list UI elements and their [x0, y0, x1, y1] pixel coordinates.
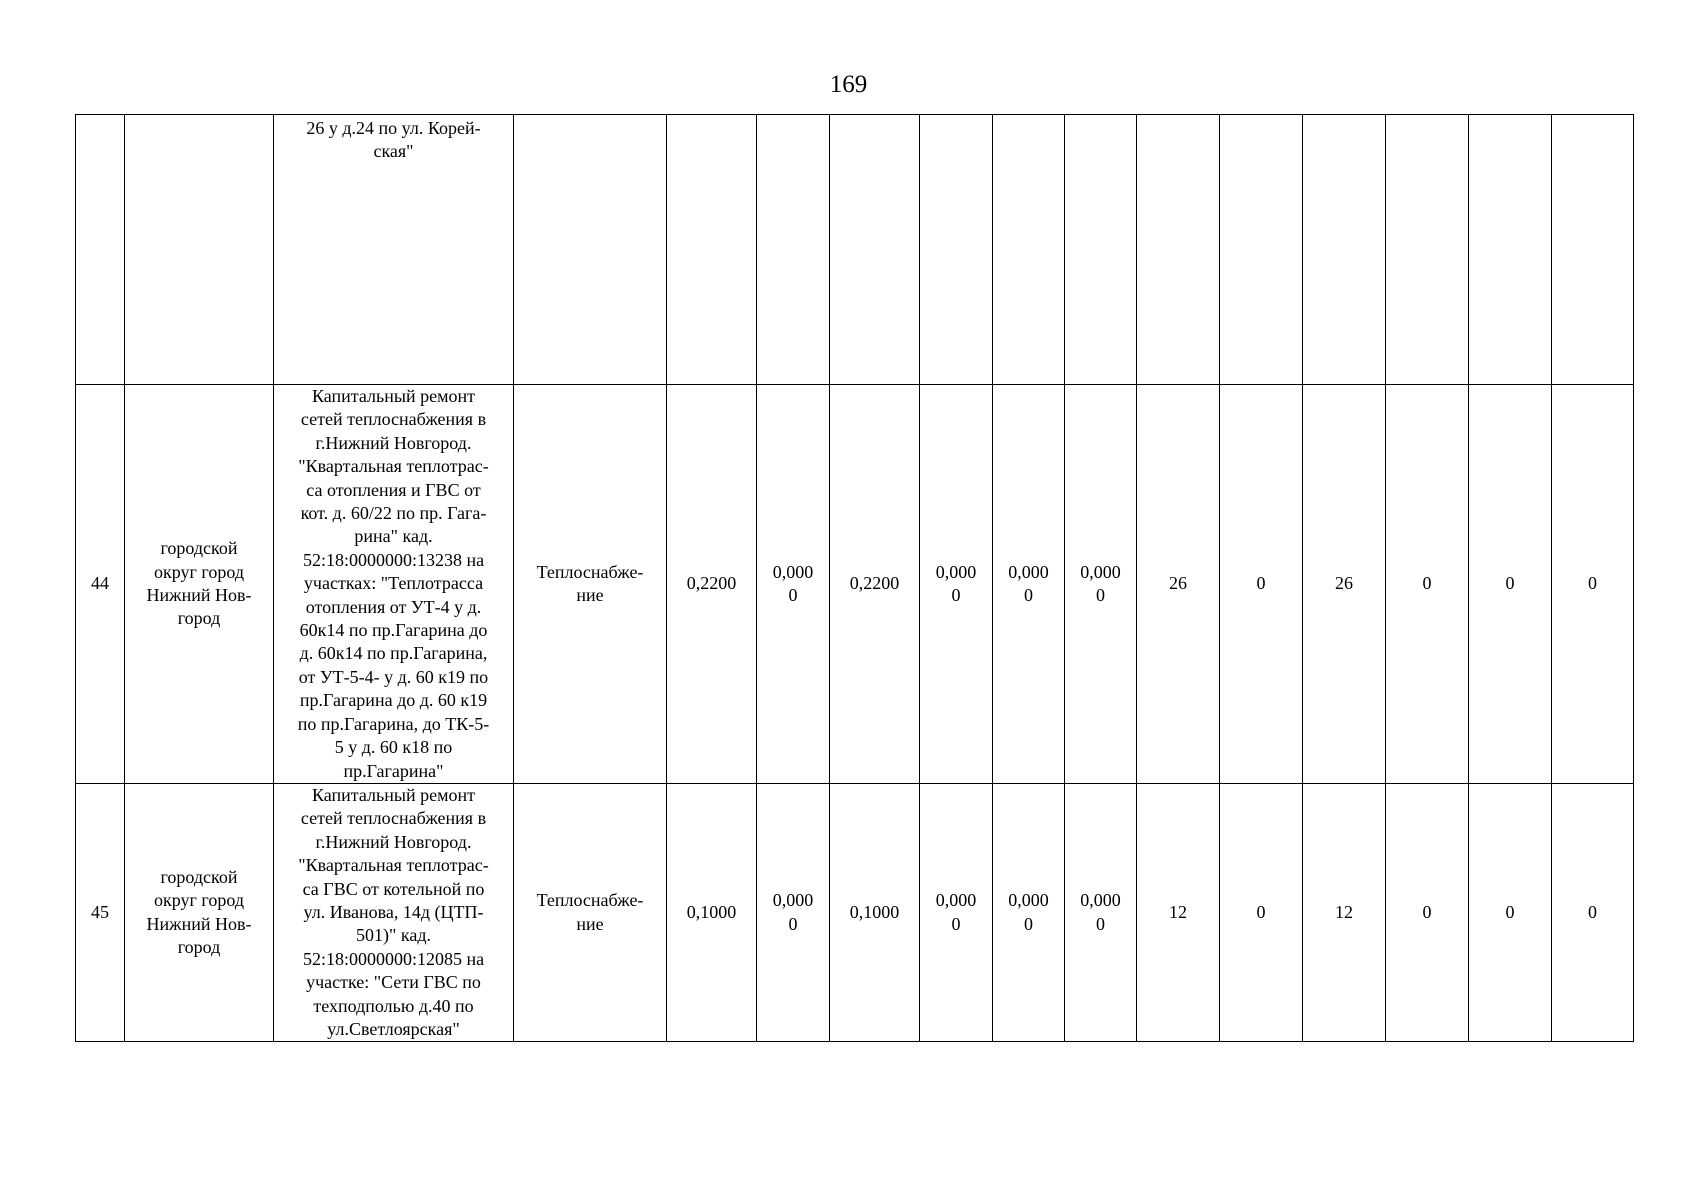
table-row — [76, 783, 1634, 1041]
cell-value: 26 — [1303, 385, 1386, 784]
cell-value: 0,1000 — [830, 783, 920, 1041]
cell-value: 0,000 0 — [1065, 385, 1137, 784]
cell-value: 0 — [1220, 783, 1303, 1041]
cell-value: 0,000 0 — [757, 385, 830, 784]
cell-description: 26 у д.24 по ул. Корей- ская" — [274, 115, 514, 385]
cell-type: Теплоснабже- ние — [514, 783, 667, 1041]
cell-value: 0,000 0 — [757, 783, 830, 1041]
cell-value: 26 — [1137, 385, 1220, 784]
cell-value: 0,000 0 — [920, 783, 993, 1041]
cell-value: 0,000 0 — [920, 385, 993, 784]
page-number: 169 — [829, 71, 868, 98]
cell-municipality: городской округ город Нижний Нов- город — [125, 385, 274, 784]
cell-value: 0,2200 — [830, 385, 920, 784]
cell-value: 0 — [1469, 783, 1552, 1041]
cell-value: 0 — [1386, 783, 1469, 1041]
cell-value: 0,000 0 — [993, 783, 1065, 1041]
table-row — [76, 385, 1634, 784]
table-row-continuation — [76, 115, 1634, 385]
cell-municipality: городской округ город Нижний Нов- город — [125, 783, 274, 1041]
cell-description: Капитальный ремонт сетей теплоснабжения в г.Нижний Новгород. "Квартальная теплотрас- са ГВС от котельной по ул. Иванова, 14д (ЦТП- 501)" кад. 52:18:0000000:12085 на участке: "Сети ГВС по техподполью д.40 по ул.Светлоярская" — [274, 783, 514, 1041]
cell-value: 0,2200 — [667, 385, 757, 784]
cell-value: 0,1000 — [667, 783, 757, 1041]
cell-no: 45 — [76, 783, 125, 1041]
cell-value: 0 — [1552, 783, 1634, 1041]
cell-description: Капитальный ремонт сетей теплоснабжения в г.Нижний Новгород. "Квартальная теплотрас- са отопления и ГВС от кот. д. 60/22 по пр. Гага- рина" кад. 52:18:0000000:13238 на участках: "Теплотрасса отопления от УТ-4 у д. 60к14 по пр.Гагарина до д. 60к14 по пр.Гагарина, от УТ-5-4- у д. 60 к19 по пр.Гагарина до д. 60 к19 по пр.Гагарина, до ТК-5- 5 у д. 60 к18 по пр.Гагарина" — [274, 385, 514, 784]
cell-type: Теплоснабже- ние — [514, 385, 667, 784]
cell-value: 0,000 0 — [993, 385, 1065, 784]
cell-value: 0 — [1552, 385, 1634, 784]
cell-municipality — [125, 115, 274, 385]
cell-value: 12 — [1303, 783, 1386, 1041]
cell-value: 0,000 0 — [1065, 783, 1137, 1041]
cell-value: 12 — [1137, 783, 1220, 1041]
cell-value: 0 — [1386, 385, 1469, 784]
cell-no: 44 — [76, 385, 125, 784]
cell-value: 0 — [1220, 385, 1303, 784]
cell-no — [76, 115, 125, 385]
cell-value: 0 — [1469, 385, 1552, 784]
data-table — [75, 114, 1634, 1042]
